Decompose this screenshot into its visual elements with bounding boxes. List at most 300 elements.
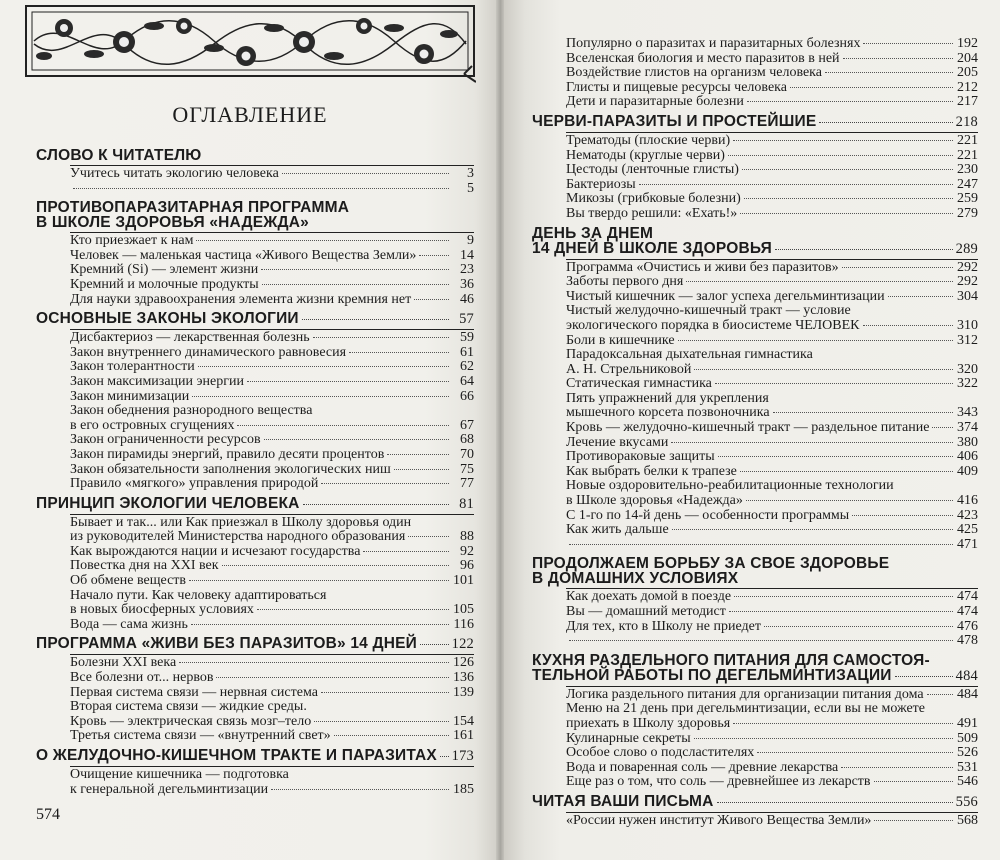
toc-section: [36, 200, 474, 307]
toc-page-number: 409: [957, 463, 978, 479]
toc-entry: [566, 746, 978, 761]
dot-leader: [733, 723, 953, 724]
toc-entry-text: Человек — маленькая частица «Живого Вещества Земли»: [70, 247, 417, 263]
toc-section: [532, 556, 978, 648]
toc-entry-line: [566, 37, 978, 52]
toc-entry-line: [70, 463, 474, 478]
section-heading-line: [36, 215, 474, 230]
dot-leader: [192, 396, 449, 397]
toc-entries: [566, 259, 978, 553]
dot-leader: [729, 611, 953, 612]
dot-leader: [264, 439, 449, 440]
toc-entry: [566, 275, 978, 290]
toc-entry: [566, 523, 978, 538]
dot-leader: [678, 340, 953, 341]
toc-page-number: 279: [957, 205, 978, 221]
dot-leader: [569, 544, 953, 545]
dot-leader: [262, 284, 449, 285]
toc-entry-text: Меню на 21 день при дегельминтизации, если вы не можете: [566, 701, 926, 717]
toc-entry-line: [566, 261, 978, 276]
toc-page-number: 474: [957, 604, 978, 619]
section-heading-line: [36, 496, 474, 512]
toc-page-number: 126: [453, 655, 474, 671]
dot-leader: [775, 249, 953, 250]
toc-entry-text: Закон толерантности: [70, 359, 195, 375]
toc-entry-line: [70, 545, 474, 560]
section-page-number: 556: [955, 793, 978, 810]
section-heading: [36, 636, 474, 652]
toc-entry-text: приехать в Школу здоровья: [566, 715, 731, 731]
dot-leader: [73, 188, 449, 189]
toc-entry-line: [566, 702, 978, 717]
toc-entry-text: С 1-го по 14-й день — особенности программы: [566, 507, 850, 523]
toc-entry: [566, 605, 978, 620]
toc-entry-line: [70, 234, 474, 249]
dot-leader: [334, 735, 449, 736]
toc-entry-text: Трематоды (плоские черви): [566, 132, 731, 148]
toc-page-number: 101: [453, 573, 474, 589]
toc-entry: [70, 700, 474, 715]
dot-leader: [216, 677, 449, 678]
toc-entry-text: Нематоды (круглые черви): [566, 147, 725, 163]
toc-page-number: 217: [957, 94, 978, 110]
toc-entry-line: [566, 450, 978, 465]
toc-entry: [70, 375, 474, 390]
toc-entry: [566, 261, 978, 276]
dot-leader: [179, 662, 449, 663]
dot-leader: [686, 281, 953, 282]
toc-page-number: 526: [957, 745, 978, 761]
toc-entry: [566, 732, 978, 747]
toc-entry-text: Логика раздельного питания для организации питания дома: [566, 686, 924, 702]
toc-entry: [70, 516, 474, 545]
toc-entry-text: Болезни XXI века: [70, 655, 177, 671]
toc-entry-text: Лечение вкусами: [566, 434, 669, 450]
toc-entry-line: [566, 494, 978, 509]
toc-entry: [70, 589, 474, 618]
toc-entry: [566, 479, 978, 508]
toc-entry-text: Кто приезжает к нам: [70, 233, 194, 249]
dot-leader: [733, 140, 953, 141]
section-heading-line: [532, 241, 978, 257]
toc-entry-text: «России нужен институт Живого Вещества Земли»: [566, 812, 872, 828]
section-heading-line: [532, 114, 978, 130]
section-heading-text: ЧИТАЯ ВАШИ ПИСЬМА: [532, 792, 714, 810]
toc-section: [532, 653, 978, 790]
toc-entry: [70, 263, 474, 278]
section-heading-line: [532, 794, 978, 810]
dot-leader: [841, 767, 953, 768]
dot-leader: [888, 296, 953, 297]
toc-entry-line: [70, 182, 474, 197]
section-heading-text: ТЕЛЬНОЙ РАБОТЫ ПО ДЕГЕЛЬМИНТИЗАЦИИ: [532, 666, 892, 684]
toc-entry-text: Первая система связи — нервная система: [70, 684, 318, 700]
toc-page-number: 259: [957, 191, 978, 207]
toc-entry: [566, 509, 978, 524]
dot-leader: [773, 412, 953, 413]
toc-section: [532, 114, 978, 222]
section-heading-text: ПРОТИВОПАРАЗИТАРНАЯ ПРОГРАММА: [36, 199, 350, 217]
toc-page-number: 531: [957, 759, 978, 775]
toc-entry-line: [566, 95, 978, 110]
toc-entry-text: Еще раз о том, что соль — древнейшее из лекарств: [566, 774, 871, 790]
toc-entry-text: Закон максимизации энергии: [70, 373, 244, 389]
toc-entry-text: Все болезни от... нервов: [70, 670, 214, 686]
toc-entry: [566, 348, 978, 377]
toc-entry: [566, 95, 978, 110]
toc-page-number: 62: [460, 359, 474, 375]
section-page-number: 57: [459, 311, 474, 328]
toc-entry-line: [566, 523, 978, 538]
toc-entry-line: [70, 603, 474, 618]
toc-entry: [566, 290, 978, 305]
toc-entry-line: [566, 814, 978, 829]
section-page-number: 289: [955, 240, 978, 257]
toc-entry-text: Вода и поваренная соль — древние лекарства: [566, 759, 839, 775]
dot-leader: [302, 319, 449, 320]
toc-entry-line: [70, 433, 474, 448]
toc-page-number: 61: [460, 344, 474, 360]
dot-leader: [394, 469, 449, 470]
toc-entry: [70, 477, 474, 492]
section-heading-text: 14 ДНЕЙ В ШКОЛЕ ЗДОРОВЬЯ: [532, 239, 772, 257]
toc-section: [36, 148, 474, 196]
toc-page-number: 136: [453, 670, 474, 686]
toc-page-number: 14: [460, 247, 474, 263]
toc-entry-line: [70, 278, 474, 293]
dot-leader: [744, 198, 953, 199]
toc-entry-text: Воздействие глистов на организм человека: [566, 65, 822, 81]
toc-page-number: 322: [957, 376, 978, 392]
toc-entry-line: [70, 530, 474, 545]
toc-entry-line: [566, 348, 978, 363]
toc-page-number: 161: [453, 728, 474, 744]
dot-leader: [191, 624, 449, 625]
toc-entry-text: в его островных сгущениях: [70, 417, 235, 433]
toc-entry-line: [70, 360, 474, 375]
toc-entry-text: А. Н. Стрельниковой: [566, 361, 692, 377]
section-page-number: 218: [955, 113, 978, 130]
toc-page-number: 75: [460, 461, 474, 477]
toc-entries: [566, 588, 978, 648]
toc-entry-text: Учитесь читать экологию человека: [70, 166, 279, 181]
toc-entry-line: [566, 392, 978, 407]
dot-leader: [694, 369, 953, 370]
dot-leader: [363, 551, 449, 552]
dot-leader: [734, 596, 953, 597]
toc-entry-text: Закон пирамиды энергий, правило десяти процентов: [70, 446, 385, 462]
toc-entry-text: Дети и паразитарные болезни: [566, 94, 744, 110]
toc-page-number: 64: [460, 373, 474, 389]
toc-entry-line: [566, 436, 978, 451]
toc-page-number: 471: [957, 536, 978, 552]
toc-entry-text: Бактериозы: [566, 176, 636, 192]
toc-entries: [70, 329, 474, 492]
dot-leader: [694, 738, 953, 739]
toc-page-number: 105: [453, 602, 474, 618]
toc-page-number: 77: [460, 476, 474, 492]
dot-leader: [672, 529, 953, 530]
toc-page-number: 154: [453, 713, 474, 729]
toc-entry-text: Закон обязательности заполнения экологических ниш: [70, 461, 391, 477]
toc-entry-text: Кровь — электрическая связь мозг–тело: [70, 713, 312, 729]
section-heading-line: [36, 200, 474, 215]
toc-entry-text: в новых биосферных условиях: [70, 602, 254, 618]
section-heading-line: [532, 226, 978, 241]
toc-entry-text: Чистый желудочно-кишечный тракт — условие: [566, 303, 851, 319]
toc-entry: [566, 81, 978, 96]
toc-section: [36, 496, 474, 633]
dot-leader: [321, 692, 449, 693]
dot-leader: [852, 515, 953, 516]
dot-leader: [569, 640, 953, 641]
toc-entry-line: [566, 363, 978, 378]
toc-entry: [566, 163, 978, 178]
toc-entry-line: [566, 620, 978, 635]
toc-entry-text: Вселенская биология и место паразитов в ней: [566, 50, 840, 66]
toc-page-number: 5: [467, 180, 474, 196]
section-heading-text: ДЕНЬ ЗА ДНЕМ: [532, 224, 654, 242]
toc-entry: [566, 761, 978, 776]
toc-entry-text: Как выбрать белки к трапезе: [566, 463, 737, 479]
toc-entry-text: Популярно о паразитах и паразитарных болезнях: [566, 36, 861, 51]
toc-entry-line: [566, 334, 978, 349]
toc-page-number: 247: [957, 176, 978, 192]
section-page-number: 122: [451, 636, 474, 653]
toc-entry-text: Кремний (Si) — элемент жизни: [70, 262, 259, 278]
toc-entry-text: Закон обеднения разнородного вещества: [70, 403, 313, 419]
toc-entry: [70, 346, 474, 361]
toc-entry: [566, 450, 978, 465]
dot-leader: [895, 676, 953, 677]
toc-entry: [70, 249, 474, 264]
toc-title: ОГЛАВЛЕНИЕ: [172, 102, 328, 127]
section-heading-text: ОСНОВНЫЕ ЗАКОНЫ ЭКОЛОГИИ: [36, 310, 299, 328]
toc-entry-line: [70, 700, 474, 715]
dot-leader: [742, 169, 953, 170]
dot-leader: [313, 337, 449, 338]
section-heading: [532, 794, 978, 810]
toc-entry-text: Кремний и молочные продукты: [70, 276, 259, 292]
section-heading-line: [36, 148, 474, 163]
toc-entry: [70, 545, 474, 560]
dot-leader: [843, 58, 953, 59]
toc-entry-line: [70, 574, 474, 589]
toc-entry-line: [70, 671, 474, 686]
dot-leader: [420, 644, 449, 645]
toc-entry: [70, 618, 474, 633]
toc-entry-text: Как вырождаются нации и исчезают государства: [70, 543, 361, 559]
section-page-number: 173: [451, 748, 474, 764]
toc-entry-line: [70, 729, 474, 744]
dot-leader: [237, 425, 449, 426]
toc-entry: [566, 52, 978, 67]
toc-entries: [566, 686, 978, 790]
toc-page-number: 96: [460, 558, 474, 574]
toc-entry-text: Заботы первого дня: [566, 274, 684, 290]
dot-leader: [715, 383, 953, 384]
section-heading-text: КУХНЯ РАЗДЕЛЬНОГО ПИТАНИЯ ДЛЯ САМОСТОЯ-: [532, 651, 930, 669]
toc-entry-text: Как доехать домой в поезде: [566, 589, 732, 605]
dot-leader: [671, 442, 953, 443]
toc-entry-line: [70, 375, 474, 390]
section-heading-text: В ДОМАШНИХ УСЛОВИЯХ: [532, 570, 739, 588]
section-page-number: 81: [459, 495, 474, 512]
toc-page-number: 205: [957, 65, 978, 81]
toc-page-number: 546: [957, 774, 978, 790]
toc-entry-text: из руководителей Министерства народного образования: [70, 529, 406, 545]
toc-entry: [566, 702, 978, 731]
toc-entry-line: [70, 589, 474, 604]
toc-entry-line: [566, 178, 978, 193]
toc-entry-line: [566, 605, 978, 620]
dot-leader: [408, 536, 449, 537]
toc-section: [532, 36, 978, 110]
toc-entry-line: [70, 167, 474, 182]
dot-leader: [321, 483, 449, 484]
toc-entry-text: Правило «мягкого» управления природой: [70, 476, 319, 492]
section-heading: [532, 226, 978, 257]
toc-entry-line: [70, 293, 474, 308]
toc-entry-text: Закон внутреннего динамического равновесия: [70, 344, 347, 360]
toc-entry-line: [566, 81, 978, 96]
toc-entry: [566, 814, 978, 829]
toc-entry-line: [566, 761, 978, 776]
toc-entries: [70, 766, 474, 797]
toc-entry-text: Кулинарные секреты: [566, 730, 691, 746]
dot-leader: [819, 122, 952, 123]
section-heading-line: [36, 748, 474, 764]
toc-entry-text: Программа «Очистись и живи без паразитов»: [566, 259, 839, 275]
toc-page-number: 3: [467, 166, 474, 181]
toc-entry-text: Пять упражнений для укрепления: [566, 390, 769, 406]
toc-page-number: 292: [957, 274, 978, 290]
dot-leader: [303, 504, 449, 505]
toc-entry: [70, 293, 474, 308]
floral-ornament: [24, 4, 476, 84]
toc-entry-line: [566, 134, 978, 149]
toc-entry-line: [566, 207, 978, 222]
toc-entry-text: Парадоксальная дыхательная гимнастика: [566, 347, 813, 363]
toc-section: [36, 636, 474, 744]
toc-entry: [566, 634, 978, 649]
toc-page-number: 425: [957, 522, 978, 538]
toc-entry-line: [70, 419, 474, 434]
toc-entry: [566, 66, 978, 81]
toc-page-number: 312: [957, 332, 978, 348]
dot-leader: [790, 87, 953, 88]
toc-entry-text: Противораковые защиты: [566, 449, 715, 465]
toc-page-number: 36: [460, 276, 474, 292]
toc-entry-line: [70, 249, 474, 264]
toc-entry-line: [566, 149, 978, 164]
toc-entry: [70, 360, 474, 375]
dot-leader: [874, 781, 953, 782]
toc-page-number: 66: [460, 388, 474, 404]
toc-entry: [70, 574, 474, 589]
toc-entry-text: Об обмене веществ: [70, 573, 187, 589]
dot-leader: [222, 565, 449, 566]
toc-page-number: 484: [957, 686, 978, 702]
toc-entry-text: Дисбактериоз — лекарственная болезнь: [70, 330, 310, 346]
dot-leader: [414, 299, 449, 300]
toc-entry: [566, 590, 978, 605]
section-heading-line: [532, 556, 978, 571]
dot-leader: [746, 500, 953, 501]
dot-leader: [639, 184, 953, 185]
right-toc-column: [532, 34, 978, 829]
toc-page-number: 343: [957, 405, 978, 421]
dot-leader: [718, 456, 953, 457]
toc-entries: [70, 232, 474, 307]
toc-entry: [566, 688, 978, 703]
toc-section: [36, 748, 474, 797]
dot-leader: [863, 43, 953, 44]
section-heading-text: ЧЕРВИ-ПАРАЗИТЫ И ПРОСТЕЙШИЕ: [532, 112, 817, 130]
toc-entry-text: Статическая гимнастика: [566, 376, 712, 392]
toc-entry-text: Чистый кишечник — залог успеха дегельминтизации: [566, 288, 885, 304]
section-heading: [36, 748, 474, 764]
section-heading-line: [532, 653, 978, 668]
dot-leader: [757, 752, 953, 753]
toc-page-number: 568: [957, 812, 978, 828]
toc-page-number: 320: [957, 361, 978, 377]
section-heading-text: ПРИНЦИП ЭКОЛОГИИ ЧЕЛОВЕКА: [36, 494, 300, 512]
toc-entry-text: Закон ограниченности ресурсов: [70, 432, 261, 448]
toc-entry-text: к генеральной дегельминтизации: [70, 781, 269, 797]
toc-entries: [566, 812, 978, 829]
toc-page-number: 406: [957, 449, 978, 465]
section-heading: [36, 311, 474, 327]
toc-page-number: 70: [460, 446, 474, 462]
toc-entry-line: [70, 783, 474, 798]
toc-entry-line: [70, 516, 474, 531]
toc-page-number: 192: [957, 36, 978, 51]
toc-page-number: 416: [957, 493, 978, 509]
toc-entry: [70, 463, 474, 478]
toc-entry: [566, 421, 978, 436]
toc-entry-text: Боли в кишечнике: [566, 332, 675, 348]
toc-entry-text: Третья система связи — «внутренний свет»: [70, 728, 331, 744]
toc-page-number: 292: [957, 259, 978, 275]
toc-page-number: 221: [957, 147, 978, 163]
toc-entry-text: Вы — домашний методист: [566, 604, 726, 619]
toc-entry-line: [566, 304, 978, 319]
toc-entry-line: [566, 634, 978, 649]
section-heading-text: О ЖЕЛУДОЧНО-КИШЕЧНОМ ТРАКТЕ И ПАРАЗИТАХ: [36, 747, 437, 764]
toc-entry-text: Особое слово о подсластителях: [566, 745, 755, 761]
section-heading: [36, 496, 474, 512]
toc-entry-line: [70, 390, 474, 405]
toc-entry: [566, 134, 978, 149]
toc-entry-line: [70, 656, 474, 671]
toc-entry: [70, 448, 474, 463]
toc-entry-text: Новые оздоровительно-реабилитационные технологии: [566, 478, 894, 494]
toc-entry: [566, 620, 978, 635]
toc-entry-line: [566, 509, 978, 524]
section-heading-text: ПРОДОЛЖАЕМ БОРЬБУ ЗА СВОЕ ЗДОРОВЬЕ: [532, 555, 890, 573]
section-heading-line: [36, 636, 474, 652]
toc-entry: [70, 715, 474, 730]
section-heading-text: ПРОГРАММА «ЖИВИ БЕЗ ПАРАЗИТОВ» 14 ДНЕЙ: [36, 635, 417, 653]
toc-entry: [566, 334, 978, 349]
dot-leader: [717, 802, 953, 803]
dot-leader: [271, 789, 449, 790]
toc-entry-line: [70, 448, 474, 463]
toc-entry-text: Глисты и пищевые ресурсы человека: [566, 79, 787, 95]
toc-entry: [70, 656, 474, 671]
toc-page-number: 185: [453, 781, 474, 797]
